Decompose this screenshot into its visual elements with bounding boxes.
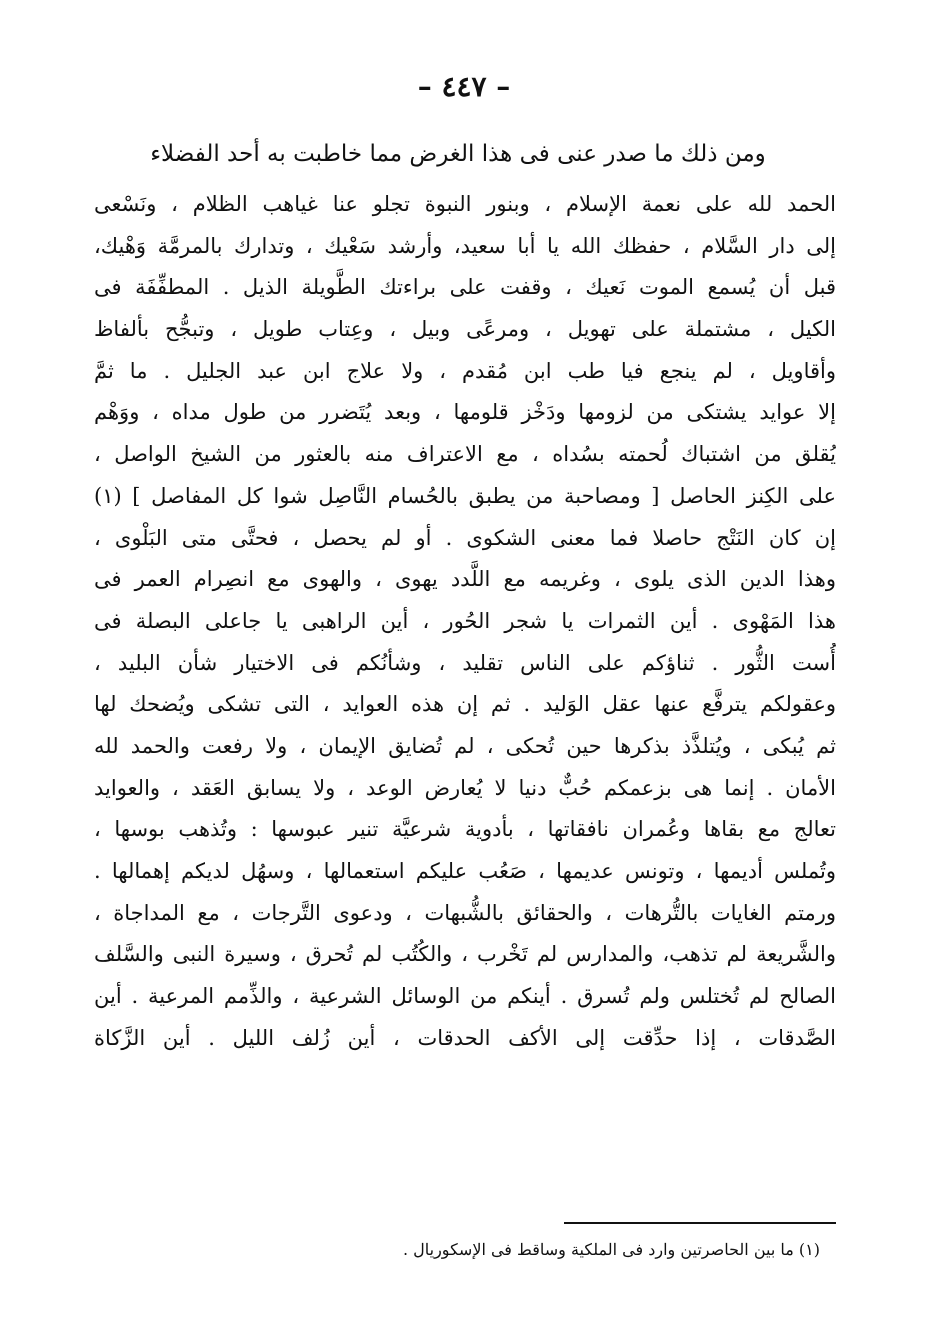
page-number: – ٤٤٧ –	[417, 70, 511, 103]
text-line: إن كان النَتْج حاصلا فما معنى الشكوى . أو لم يحصل ، فحتَّى متى البَلْوى ،	[94, 525, 836, 550]
text-line: أُست الثُّور . ثناؤكم على الناس تقليد ، وشأنُكم فى الاختيار شأن البليد ،	[94, 650, 836, 675]
section-heading: ومن ذلك ما صدر عنى فى هذا الغرض مما خاطبت به أحد الفضلاء	[150, 141, 766, 167]
text-line: يُقلق من اشتباك لُحمته بسُداه ، مع الاعتراف منه بالعثور من الشيخ الواصل ،	[94, 442, 836, 467]
text-line: وعقولكم يترفَّع عنها عقل الوَليد . ثم إن هذه العوايد ، التى تشكى ويُضحك لها	[94, 692, 836, 717]
text-line: الصالح لم تُختلس ولم تُسرق . أينكم من الوسائل الشرعية ، والذِّمم المرعية . أين	[94, 984, 836, 1009]
text-line: الصَّدقات ، إذا حدِّقت إلى الأكف الحدقات ، أين زُلف الليل . أين الزَّكاة	[94, 1025, 836, 1050]
text-line: الكيل ، مشتملة على تهويل ، ومرعًى وبيل ، وعِتاب طويل ، وتبجُّح بألفاظ	[94, 317, 836, 342]
text-line: ثم يُبكى ، ويُتلذَّذ بذكرها حين تُحكى ، لم تُضايق الإيمان ، ولا رفعت والحمد لله	[94, 733, 836, 758]
text-line: ورمتم الغايات بالتُّرهات ، والحقائق بالشُّبهات ، ودعوى التَّرجات ، مع المداجاة ،	[94, 900, 836, 925]
text-line: الحمد لله على نعمة الإسلام ، وبنور النبوة تجلو عنا غياهب الظلام ، ونَسْعى	[94, 192, 836, 216]
text-line: وأقاويل ، لم ينجع فيا طب ابن مُقدم ، ولا علاج ابن عبد الجليل . ما ثمَّ	[94, 358, 836, 383]
body-text	[94, 184, 836, 1059]
text-line: وهذا الدين الذى يلوى ، وغريمه مع اللَّدد يهوى ، والهوى مع انصِرام العمر فى	[94, 567, 836, 592]
text-line: قبل أن يُسمع الموت نَعيك ، وقفت على براءتك الطَّويلة الذيل . المطفِّفَة فى	[94, 275, 836, 300]
text-line: وتُملس أديمها ، وتونس عديمها ، صَعُب عليكم استعمالها ، وسهُل لديكم إهمالها .	[94, 859, 836, 883]
text-line: هذا المَهْوى . أين الثمرات يا شجر الحُور ، أين الراهبى يا جاعلى البصلة فى	[94, 608, 836, 633]
text-line: والشَّريعة لم تذهب، والمدارس لم تَخْرب ، والكُتُب لم تُحرق ، وسيرة النبى والسَّلف	[94, 942, 836, 967]
text-line: إلا عوايد يشتكى من لزومها ودَخْز قلومها ، وبعد يُتَضرر من طول مداه ، ووَهْم	[94, 400, 836, 425]
footnote: (١) ما بين الحاصرتين وارد فى الملكية وساقط فى الإسكوريال .	[402, 1240, 820, 1259]
text-line: تعالج مع بقاها وعُمران نافقاتها ، بأدوية شرعيَّة تنير عبوسها : وتُذهب بوسها ،	[94, 817, 836, 842]
text-line: الأمان . إنما هى بزعمكم حُبٌّ دنيا لا يُعارض الوعد ، ولا يسابق العَقد ، والعوايد	[94, 775, 836, 800]
text-line: إلى دار السَّلام ، حفظك الله يا أبا سعيد، وأرشد سَعْيك ، وتدارك بالمرمَّة وَهْيك،	[94, 233, 836, 258]
footnote-divider	[564, 1222, 836, 1224]
text-line: على الكِنز الحاصل [ ومصاحبة من يطبق بالحُسام النَّاصِل شوا كل المفاصل ] (١)	[94, 483, 836, 508]
